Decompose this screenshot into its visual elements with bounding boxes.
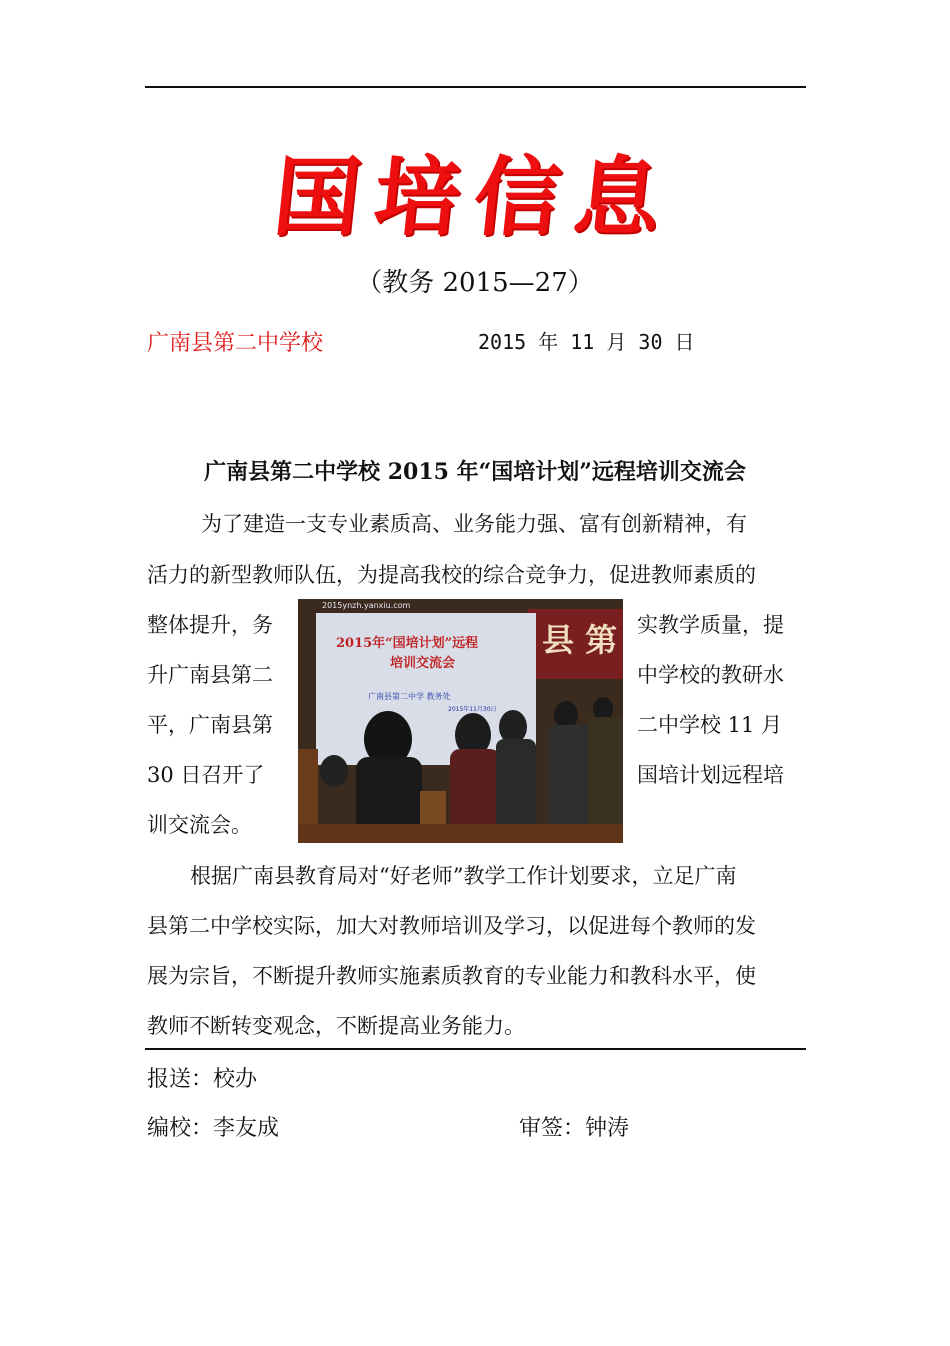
wrap-left-line: 整体提升，务 [147, 613, 273, 637]
paragraph-line: 根据广南县教育局对“好老师”教学工作计划要求，立足广南 [190, 864, 737, 888]
paragraph-line: 教师不断转变观念，不断提高业务能力。 [147, 1014, 525, 1038]
masthead-title: 国培信息 [268, 147, 680, 248]
photo-banner-text: 县 第 [542, 621, 618, 659]
wrap-right-line: 中学校的教研水 [637, 663, 784, 687]
photo-url-text: 2015ynzh.yanxiu.com [322, 601, 411, 610]
editor: 编校：李友成 [147, 1116, 280, 1141]
paragraph-line: 活力的新型教师队伍，为提高我校的综合竞争力，促进教师素质的 [147, 563, 756, 587]
photo-screen-line1: 2015年“国培计划”远程 [336, 636, 479, 651]
photo-screen-date: 2015年11月30日 [448, 706, 497, 713]
article-title: 广南县第二中学校 2015 年“国培计划”远程培训交流会 [204, 459, 746, 485]
meeting-photo [298, 599, 623, 843]
wrap-right-line: 国培计划远程培 [637, 763, 784, 787]
issue-date: 2015 年 11 月 30 日 [478, 330, 695, 354]
paragraph-line: 县第二中学校实际，加大对教师培训及学习，以促进每个教师的发 [147, 914, 756, 938]
wrap-left-line: 升广南县第二 [147, 663, 273, 687]
wrap-left-line: 训交流会。 [147, 813, 252, 837]
footer-rule [145, 1048, 806, 1050]
wrap-right-line: 二中学校 11 月 [637, 713, 783, 737]
photo-screen-org: 广南县第二中学 教务处 [368, 692, 451, 701]
top-rule [145, 86, 806, 88]
paragraph-line: 展为宗旨，不断提升教师实施素质教育的专业能力和教科水平，使 [147, 964, 756, 988]
wrap-left-line: 平，广南县第 [147, 713, 273, 737]
photo-screen-line2: 培训交流会 [390, 656, 456, 671]
reviewer: 审签：钟涛 [519, 1116, 630, 1141]
paragraph-line: 为了建造一支专业素质高、业务能力强、富有创新精神，有 [201, 512, 747, 536]
wrap-left-line: 30 日召开了 [147, 763, 265, 787]
wrap-right-line: 实教学质量，提 [637, 613, 784, 637]
report-to: 报送：校办 [147, 1067, 258, 1092]
issue-number: （教务 2015—27） [356, 268, 594, 298]
school-name: 广南县第二中学校 [147, 331, 324, 356]
